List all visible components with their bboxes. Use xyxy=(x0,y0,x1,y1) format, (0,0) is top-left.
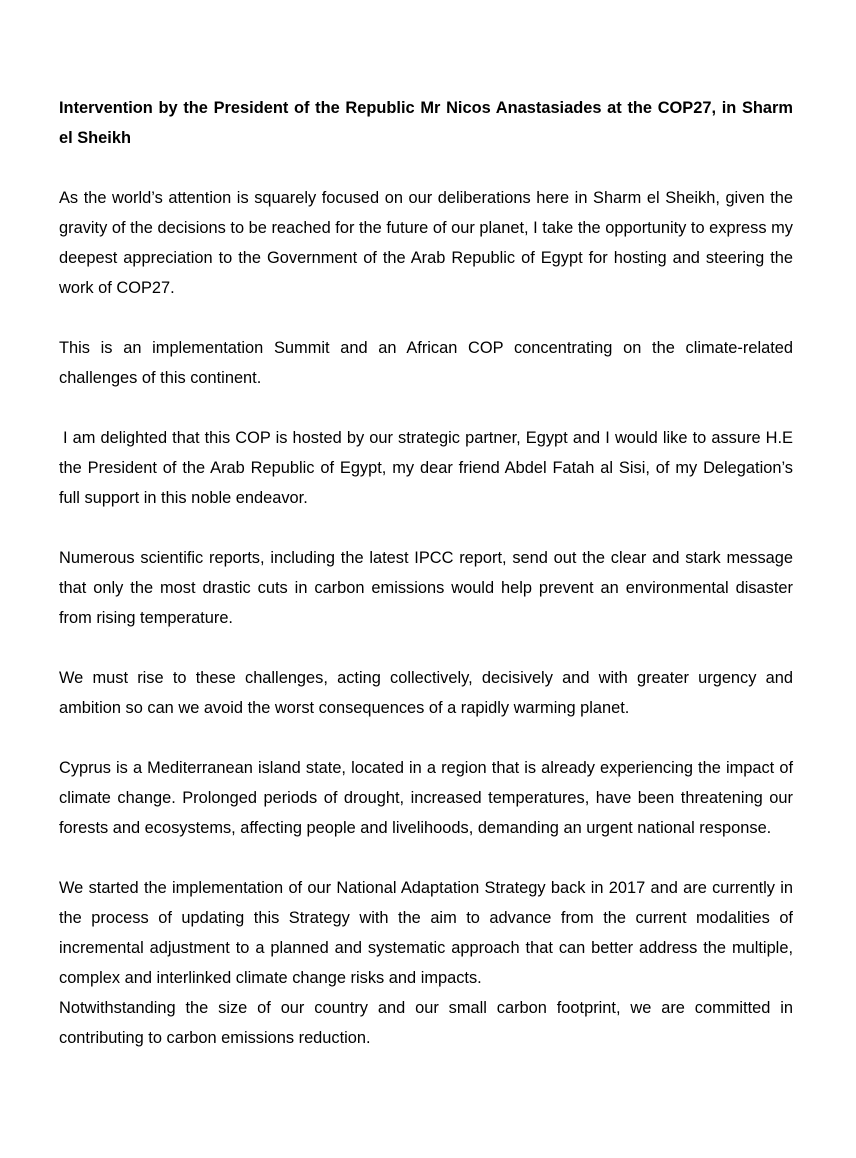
paragraph-appreciation: As the world’s attention is squarely focused on our deliberations here in Sharm el Sheikh, given the gravity of the decisions to be reached for the future of our planet, I take the opportunity to express my deepest appreciation to the Government of the Arab Republic of Egypt for hosting and steering the work of COP27. xyxy=(59,189,793,297)
paragraph-ipcc-reports: Numerous scientific reports, including the latest IPCC report, send out the clear and stark message that only the most drastic cuts in carbon emissions would help prevent an environmental disaster from rising temperature. xyxy=(59,549,793,627)
paragraph-cyprus-impact: Cyprus is a Mediterranean island state, located in a region that is already experiencing the impact of climate change. Prolonged periods of drought, increased temperatures, have been threatening our forests and ecosystems, affecting people and livelihoods, demanding an urgent national response. xyxy=(59,759,793,837)
document-page xyxy=(59,93,793,1083)
paragraph-adaptation-strategy: We started the implementation of our National Adaptation Strategy back in 2017 and are currently in the process of updating this Strategy with the aim to advance from the current modalities of incremental adjustment to a planned and systematic approach that can better address the multiple, complex and interlinked climate change risks and impacts. xyxy=(59,879,793,987)
paragraph-collective-action: We must rise to these challenges, acting collectively, decisively and with greater urgency and ambition so can we avoid the worst consequences of a rapidly warming planet. xyxy=(59,669,793,717)
paragraph-egypt-partner: I am delighted that this COP is hosted by our strategic partner, Egypt and I would like to assure H.E the President of the Arab Republic of Egypt, my dear friend Abdel Fatah al Sisi, of my Delegation’s full support in this noble endeavor. xyxy=(59,429,793,507)
paragraph-emissions-commitment: Notwithstanding the size of our country and our small carbon footprint, we are committed in contributing to carbon emissions reduction. xyxy=(59,999,793,1047)
document-title: Intervention by the President of the Republic Mr Nicos Anastasiades at the COP27, in Sharm el Sheikh xyxy=(59,99,793,147)
paragraph-implementation-summit: This is an implementation Summit and an African COP concentrating on the climate-related challenges of this continent. xyxy=(59,339,793,387)
